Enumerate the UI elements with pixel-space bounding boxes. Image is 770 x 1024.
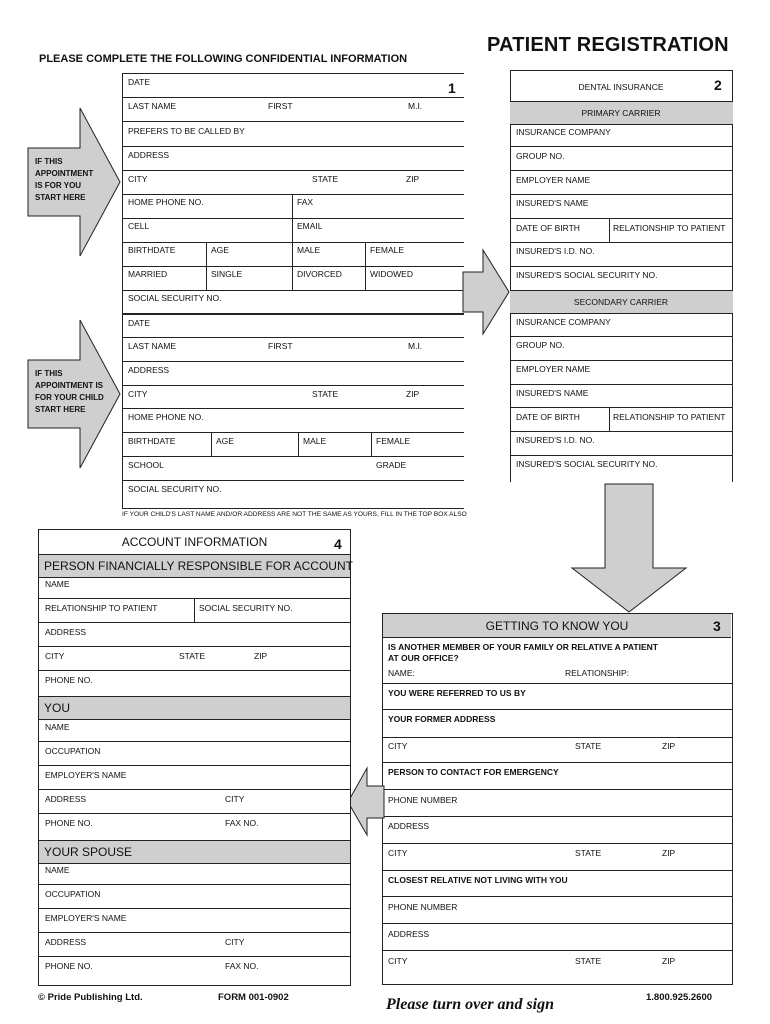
field-emergency-phone[interactable]: PHONE NUMBER — [388, 795, 458, 805]
field-mi[interactable]: M.I. — [408, 101, 423, 111]
secondary-insureds-id[interactable]: INSURED'S I.D. NO. — [516, 435, 595, 445]
divider — [122, 170, 464, 171]
divider — [38, 932, 350, 933]
divider — [510, 455, 732, 456]
divider — [510, 336, 732, 337]
field-fax[interactable]: FAX — [297, 197, 314, 207]
field-state[interactable]: STATE — [312, 174, 339, 184]
divider — [510, 146, 732, 147]
divider — [122, 480, 464, 481]
field-city[interactable]: CITY — [128, 174, 148, 184]
divider — [382, 737, 732, 738]
divider — [38, 741, 350, 742]
divider — [510, 384, 732, 385]
child-field-address[interactable]: ADDRESS — [128, 365, 170, 375]
divider — [122, 432, 464, 433]
divider — [122, 456, 464, 457]
checkbox-divorced[interactable]: DIVORCED — [297, 269, 342, 279]
primary-insureds-name[interactable]: INSURED'S NAME — [516, 198, 589, 208]
spouse-title: YOUR SPOUSE — [44, 845, 133, 859]
you-employers-name[interactable]: EMPLOYER'S NAME — [45, 770, 127, 780]
responsible-phone[interactable]: PHONE NO. — [45, 675, 93, 685]
divider — [510, 407, 732, 408]
divider — [122, 385, 464, 386]
side-note-line: APPOINTMENT IS — [35, 381, 104, 390]
divider — [194, 598, 195, 622]
form-instruction: PLEASE COMPLETE THE FOLLOWING CONFIDENTIAL INFORMATION — [39, 53, 408, 65]
arrow-left-icon — [347, 768, 385, 836]
footer-form-number: FORM 001-0902 — [218, 992, 289, 1003]
divider — [38, 956, 350, 957]
divider — [38, 765, 350, 766]
field-former-state[interactable]: STATE — [575, 741, 602, 751]
secondary-group-no[interactable]: GROUP NO. — [516, 340, 565, 350]
section-4-title: ACCOUNT INFORMATION — [121, 535, 268, 549]
section-2-title: DENTAL INSURANCE — [578, 82, 664, 92]
field-emergency-state[interactable]: STATE — [575, 848, 602, 858]
divider — [122, 194, 464, 195]
divider — [382, 816, 732, 817]
divider — [122, 290, 464, 291]
divider — [38, 789, 350, 790]
field-family-name[interactable]: NAME: — [388, 668, 415, 678]
divider — [122, 337, 464, 338]
spouse-employers-name[interactable]: EMPLOYER'S NAME — [45, 913, 127, 923]
secondary-insurance-company[interactable]: INSURANCE COMPANY — [516, 317, 611, 327]
footer-phone: 1.800.925.2600 — [646, 992, 713, 1003]
field-emergency-address[interactable]: ADDRESS — [388, 821, 430, 831]
spouse-occupation[interactable]: OCCUPATION — [45, 889, 101, 899]
child-field-home-phone[interactable]: HOME PHONE NO. — [128, 412, 204, 422]
divider — [122, 121, 464, 122]
secondary-insureds-ssn[interactable]: INSURED'S SOCIAL SECURITY NO. — [516, 459, 658, 469]
you-title: YOU — [44, 701, 71, 715]
child-field-age[interactable]: AGE — [216, 436, 234, 446]
primary-employer-name[interactable]: EMPLOYER NAME — [516, 175, 591, 185]
field-referred-by[interactable]: YOU WERE REFERRED TO US BY — [388, 688, 526, 698]
field-emergency-contact[interactable]: PERSON TO CONTACT FOR EMERGENCY — [388, 767, 559, 777]
field-former-zip[interactable]: ZIP — [662, 741, 676, 751]
divider — [382, 683, 732, 684]
divider — [510, 360, 732, 361]
child-field-birthdate[interactable]: BIRTHDATE — [128, 436, 176, 446]
section-3-number: 3 — [713, 618, 721, 634]
divider — [38, 622, 350, 623]
divider — [371, 432, 372, 456]
you-phone[interactable]: PHONE NO. — [45, 818, 93, 828]
responsible-party-title: PERSON FINANCIALLY RESPONSIBLE FOR ACCOUNT — [44, 559, 353, 573]
primary-carrier-title: PRIMARY CARRIER — [581, 108, 661, 118]
side-note-line: START HERE — [35, 405, 86, 414]
child-field-grade[interactable]: GRADE — [376, 460, 407, 470]
divider — [38, 670, 350, 671]
field-first-name[interactable]: FIRST — [268, 101, 293, 111]
field-family-relationship[interactable]: RELATIONSHIP: — [565, 668, 630, 678]
child-field-mi[interactable]: M.I. — [408, 341, 423, 351]
field-age[interactable]: AGE — [211, 245, 229, 255]
spouse-address[interactable]: ADDRESS — [45, 937, 87, 947]
field-home-phone[interactable]: HOME PHONE NO. — [128, 197, 204, 207]
responsible-city[interactable]: CITY — [45, 651, 65, 661]
child-field-date[interactable]: DATE — [128, 318, 151, 328]
secondary-date-of-birth[interactable]: DATE OF BIRTH — [516, 412, 580, 422]
responsible-zip[interactable]: ZIP — [254, 651, 268, 661]
primary-insurance-company[interactable]: INSURANCE COMPANY — [516, 127, 611, 137]
divider — [382, 789, 732, 790]
child-checkbox-male[interactable]: MALE — [303, 436, 327, 446]
responsible-address[interactable]: ADDRESS — [45, 627, 87, 637]
section-3-title: GETTING TO KNOW YOU — [485, 619, 629, 633]
divider — [38, 813, 350, 814]
field-relative-phone[interactable]: PHONE NUMBER — [388, 902, 458, 912]
spouse-name[interactable]: NAME — [45, 865, 70, 875]
responsible-name[interactable]: NAME — [45, 579, 70, 589]
field-email[interactable]: EMAIL — [297, 221, 323, 231]
divider — [382, 950, 732, 951]
field-prefers[interactable]: PREFERS TO BE CALLED BY — [128, 126, 245, 136]
primary-date-of-birth[interactable]: DATE OF BIRTH — [516, 223, 580, 233]
secondary-insureds-name[interactable]: INSURED'S NAME — [516, 388, 589, 398]
you-occupation[interactable]: OCCUPATION — [45, 746, 101, 756]
divider — [382, 843, 732, 844]
side-note-line: IF THIS — [35, 369, 63, 378]
field-ssn[interactable]: SOCIAL SECURITY NO. — [128, 293, 222, 303]
child-field-ssn[interactable]: SOCIAL SECURITY NO. — [128, 484, 222, 494]
field-date[interactable]: DATE — [128, 77, 151, 87]
field-relative-state[interactable]: STATE — [575, 956, 602, 966]
secondary-carrier-title: SECONDARY CARRIER — [573, 297, 669, 307]
field-birthdate[interactable]: BIRTHDATE — [128, 245, 176, 255]
divider — [38, 884, 350, 885]
checkbox-single[interactable]: SINGLE — [211, 269, 243, 279]
side-note-line: IS FOR YOU — [35, 181, 82, 190]
spouse-fax[interactable]: FAX NO. — [225, 961, 259, 971]
child-note: IF YOUR CHILD'S LAST NAME AND/OR ADDRESS ARE NOT THE SAME AS YOURS, FILL IN THE TOP BOX ALSO — [122, 511, 467, 518]
divider — [122, 146, 464, 147]
field-relative-zip[interactable]: ZIP — [662, 956, 676, 966]
divider — [298, 432, 299, 456]
field-relative-address[interactable]: ADDRESS — [388, 929, 430, 939]
secondary-relationship[interactable]: RELATIONSHIP TO PATIENT — [613, 412, 726, 422]
field-emergency-zip[interactable]: ZIP — [662, 848, 676, 858]
side-note-child — [35, 368, 104, 416]
field-former-address[interactable]: YOUR FORMER ADDRESS — [388, 714, 496, 724]
spouse-city[interactable]: CITY — [225, 937, 245, 947]
divider — [122, 361, 464, 362]
divider — [510, 431, 732, 432]
field-address[interactable]: ADDRESS — [128, 150, 170, 160]
divider — [122, 266, 464, 267]
divider — [510, 194, 732, 195]
spouse-phone[interactable]: PHONE NO. — [45, 961, 93, 971]
child-field-city[interactable]: CITY — [128, 389, 148, 399]
child-checkbox-female[interactable]: FEMALE — [376, 436, 411, 446]
child-field-first-name[interactable]: FIRST — [268, 341, 293, 351]
secondary-employer-name[interactable]: EMPLOYER NAME — [516, 364, 591, 374]
you-name[interactable]: NAME — [45, 722, 70, 732]
responsible-ssn[interactable]: SOCIAL SECURITY NO. — [199, 603, 293, 613]
primary-insureds-id[interactable]: INSURED'S I.D. NO. — [516, 246, 595, 256]
checkbox-male[interactable]: MALE — [297, 245, 321, 255]
primary-insureds-ssn[interactable]: INSURED'S SOCIAL SECURITY NO. — [516, 270, 658, 280]
section-2-number: 2 — [714, 77, 722, 93]
you-city[interactable]: CITY — [225, 794, 245, 804]
field-emergency-city[interactable]: CITY — [388, 848, 408, 858]
child-field-last-name[interactable]: LAST NAME — [128, 341, 177, 351]
checkbox-female[interactable]: FEMALE — [370, 245, 405, 255]
divider — [211, 432, 212, 456]
arrow-down-icon — [570, 484, 688, 614]
divider — [382, 762, 732, 763]
field-cell[interactable]: CELL — [128, 221, 150, 231]
side-note-line: START HERE — [35, 193, 86, 202]
question-family-member: IS ANOTHER MEMBER OF YOUR FAMILY OR RELATIVE A PATIENT — [388, 642, 658, 652]
divider — [122, 242, 464, 243]
divider — [382, 923, 732, 924]
side-note-line: IF THIS — [35, 157, 63, 166]
checkbox-married[interactable]: MARRIED — [128, 269, 168, 279]
child-field-school[interactable]: SCHOOL — [128, 460, 164, 470]
divider — [382, 709, 732, 710]
field-last-name[interactable]: LAST NAME — [128, 101, 177, 111]
divider — [122, 97, 464, 98]
arrow-right-icon — [463, 250, 513, 335]
field-relative-city[interactable]: CITY — [388, 956, 408, 966]
side-note-line: FOR YOUR CHILD — [35, 393, 104, 402]
divider — [122, 313, 464, 315]
question-family-member-line2: AT OUR OFFICE? — [388, 653, 459, 663]
divider — [510, 218, 732, 219]
divider — [122, 408, 464, 409]
field-former-city[interactable]: CITY — [388, 741, 408, 751]
form-title: PATIENT REGISTRATION — [487, 34, 729, 56]
divider — [382, 896, 732, 897]
section-1-number: 1 — [448, 80, 456, 96]
divider — [510, 242, 732, 243]
responsible-relationship[interactable]: RELATIONSHIP TO PATIENT — [45, 603, 158, 613]
footer-copyright: © Pride Publishing Ltd. — [38, 992, 143, 1003]
divider — [38, 908, 350, 909]
child-field-state[interactable]: STATE — [312, 389, 339, 399]
field-closest-relative[interactable]: CLOSEST RELATIVE NOT LIVING WITH YOU — [388, 875, 568, 885]
divider — [382, 870, 732, 871]
divider — [38, 646, 350, 647]
footer-turn-over: Please turn over and sign — [386, 996, 555, 1013]
field-zip[interactable]: ZIP — [406, 174, 420, 184]
divider — [609, 407, 610, 431]
side-note-you — [35, 156, 93, 204]
you-header — [39, 696, 350, 720]
divider — [122, 218, 464, 219]
child-field-zip[interactable]: ZIP — [406, 389, 420, 399]
divider — [510, 170, 732, 171]
primary-group-no[interactable]: GROUP NO. — [516, 151, 565, 161]
responsible-state[interactable]: STATE — [179, 651, 206, 661]
side-note-line: APPOINTMENT — [35, 169, 94, 178]
divider — [609, 218, 610, 242]
section-4-number: 4 — [334, 536, 342, 552]
checkbox-widowed[interactable]: WIDOWED — [370, 269, 413, 279]
divider — [510, 266, 732, 267]
you-address[interactable]: ADDRESS — [45, 794, 87, 804]
you-fax[interactable]: FAX NO. — [225, 818, 259, 828]
primary-relationship[interactable]: RELATIONSHIP TO PATIENT — [613, 223, 726, 233]
